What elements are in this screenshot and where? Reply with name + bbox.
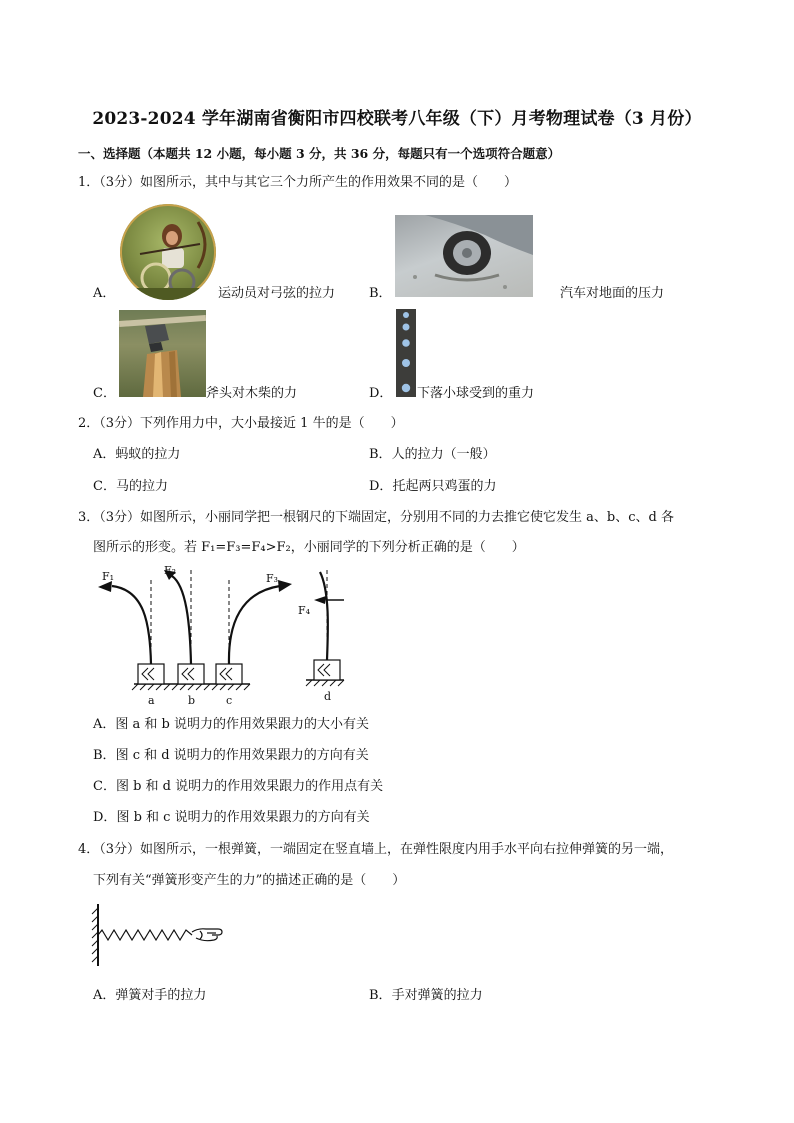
q4-option-b-text: 手对弹簧的拉力 [391, 988, 483, 1003]
archer-figure-icon [120, 204, 216, 300]
q1-option-b-text: 汽车对地面的压力 [560, 286, 665, 301]
page-title: 2023-2024 学年湖南省衡阳市四校联考八年级（下）月考物理试卷（3 月份） [92, 109, 702, 129]
question-4-stem-line2: 下列有关“弹簧形变产生的力”的描述正确的是（ ） [93, 873, 406, 888]
q1-option-d-letter: D． [369, 386, 393, 401]
label-a: a [148, 694, 155, 707]
q2-option-d-letter: D． [369, 479, 393, 494]
q4-option-b [369, 986, 483, 1006]
q3-option-c [93, 777, 383, 797]
q2-option-a [93, 445, 180, 465]
label-f2: F₂ [164, 564, 177, 577]
q2-option-b-text: 人的拉力（一般） [391, 447, 496, 462]
q2-option-b-letter: B． [369, 447, 392, 462]
q3-option-d-letter: D． [93, 810, 117, 825]
axe-wood-photo [119, 310, 206, 397]
car-tire-photo [395, 215, 533, 297]
section-header: 一、选择题（本题共 12 小题，每小题 3 分，共 36 分，每题只有一个选项符合题意） [78, 146, 561, 161]
q2-option-a-text: 蚂蚁的拉力 [115, 447, 181, 462]
spring-diagram [92, 902, 226, 968]
q3-option-b [93, 746, 369, 766]
label-f3: F₃ [266, 572, 279, 585]
archer-photo [120, 204, 216, 300]
q4-option-a-letter: A． [93, 988, 116, 1003]
q1-option-b-letter: B． [369, 286, 392, 301]
spring-coil [98, 930, 192, 940]
hand-icon [192, 929, 222, 941]
axe-icon [119, 310, 206, 397]
question-3-stem-line2: 图所示的形变。若 F₁=F₃=F₄>F₂，小丽同学的下列分析正确的是（ ） [93, 540, 525, 555]
q3-option-b-letter: B． [93, 748, 116, 763]
car-tire-icon [395, 215, 533, 297]
q2-option-b [369, 445, 496, 465]
q1-option-c-text: 斧头对木柴的力 [206, 386, 298, 401]
q3-option-c-text: 图 b 和 d 说明力的作用效果跟力的作用点有关 [115, 779, 384, 794]
question-4-stem-line1: 4．（3分）如图所示，一根弹簧，一端固定在竖直墙上，在弹性限度内用手水平向右拉伸弹簧的另一端， [78, 842, 674, 857]
steel-ruler-diagram [92, 562, 352, 706]
q3-option-a-text: 图 a 和 b 说明力的作用效果跟力的大小有关 [115, 717, 369, 732]
falling-ball-icon [396, 309, 416, 397]
q3-option-c-letter: C． [93, 779, 116, 794]
q2-option-a-letter: A． [93, 447, 116, 462]
q2-option-c-text: 马的拉力 [115, 479, 168, 494]
label-b: b [188, 694, 196, 707]
q2-option-c-letter: C． [93, 479, 116, 494]
q2-option-c [93, 477, 168, 497]
q4-option-a [93, 986, 206, 1006]
q4-option-b-letter: B． [369, 988, 392, 1003]
q4-option-a-text: 弹簧对手的拉力 [115, 988, 207, 1003]
q3-option-d [93, 808, 370, 828]
arrow-f3 [278, 580, 292, 592]
q1-option-a-text: 运动员对弓弦的拉力 [218, 286, 336, 301]
q1-option-a-letter: A． [93, 286, 116, 301]
label-f4: F₄ [298, 604, 311, 617]
q3-option-a [93, 715, 369, 735]
q2-option-d [369, 477, 496, 497]
falling-ball-photo [396, 309, 416, 397]
question-2-stem: 2．（3分）下列作用力中，大小最接近 1 牛的是（ ） [78, 416, 404, 431]
q3-option-a-letter: A． [93, 717, 116, 732]
q2-option-d-text: 托起两只鸡蛋的力 [392, 479, 497, 494]
label-c: c [226, 694, 233, 707]
arrow-f4 [314, 596, 326, 604]
label-f1: F₁ [102, 570, 115, 583]
q3-option-b-text: 图 c 和 d 说明力的作用效果跟力的方向有关 [115, 748, 369, 763]
q1-option-d-text: 下落小球受到的重力 [417, 386, 535, 401]
question-3-stem-line1: 3．（3分）如图所示，小丽同学把一根钢尺的下端固定，分别用不同的力去推它使它发生 a、b、c、d 各 [78, 510, 674, 525]
label-d: d [324, 690, 332, 703]
q1-option-c-letter: C． [93, 386, 116, 401]
q3-option-d-text: 图 b 和 c 说明力的作用效果跟力的方向有关 [116, 810, 370, 825]
question-1-stem: 1．（3分）如图所示，其中与其它三个力所产生的作用效果不同的是（ ） [78, 175, 518, 190]
